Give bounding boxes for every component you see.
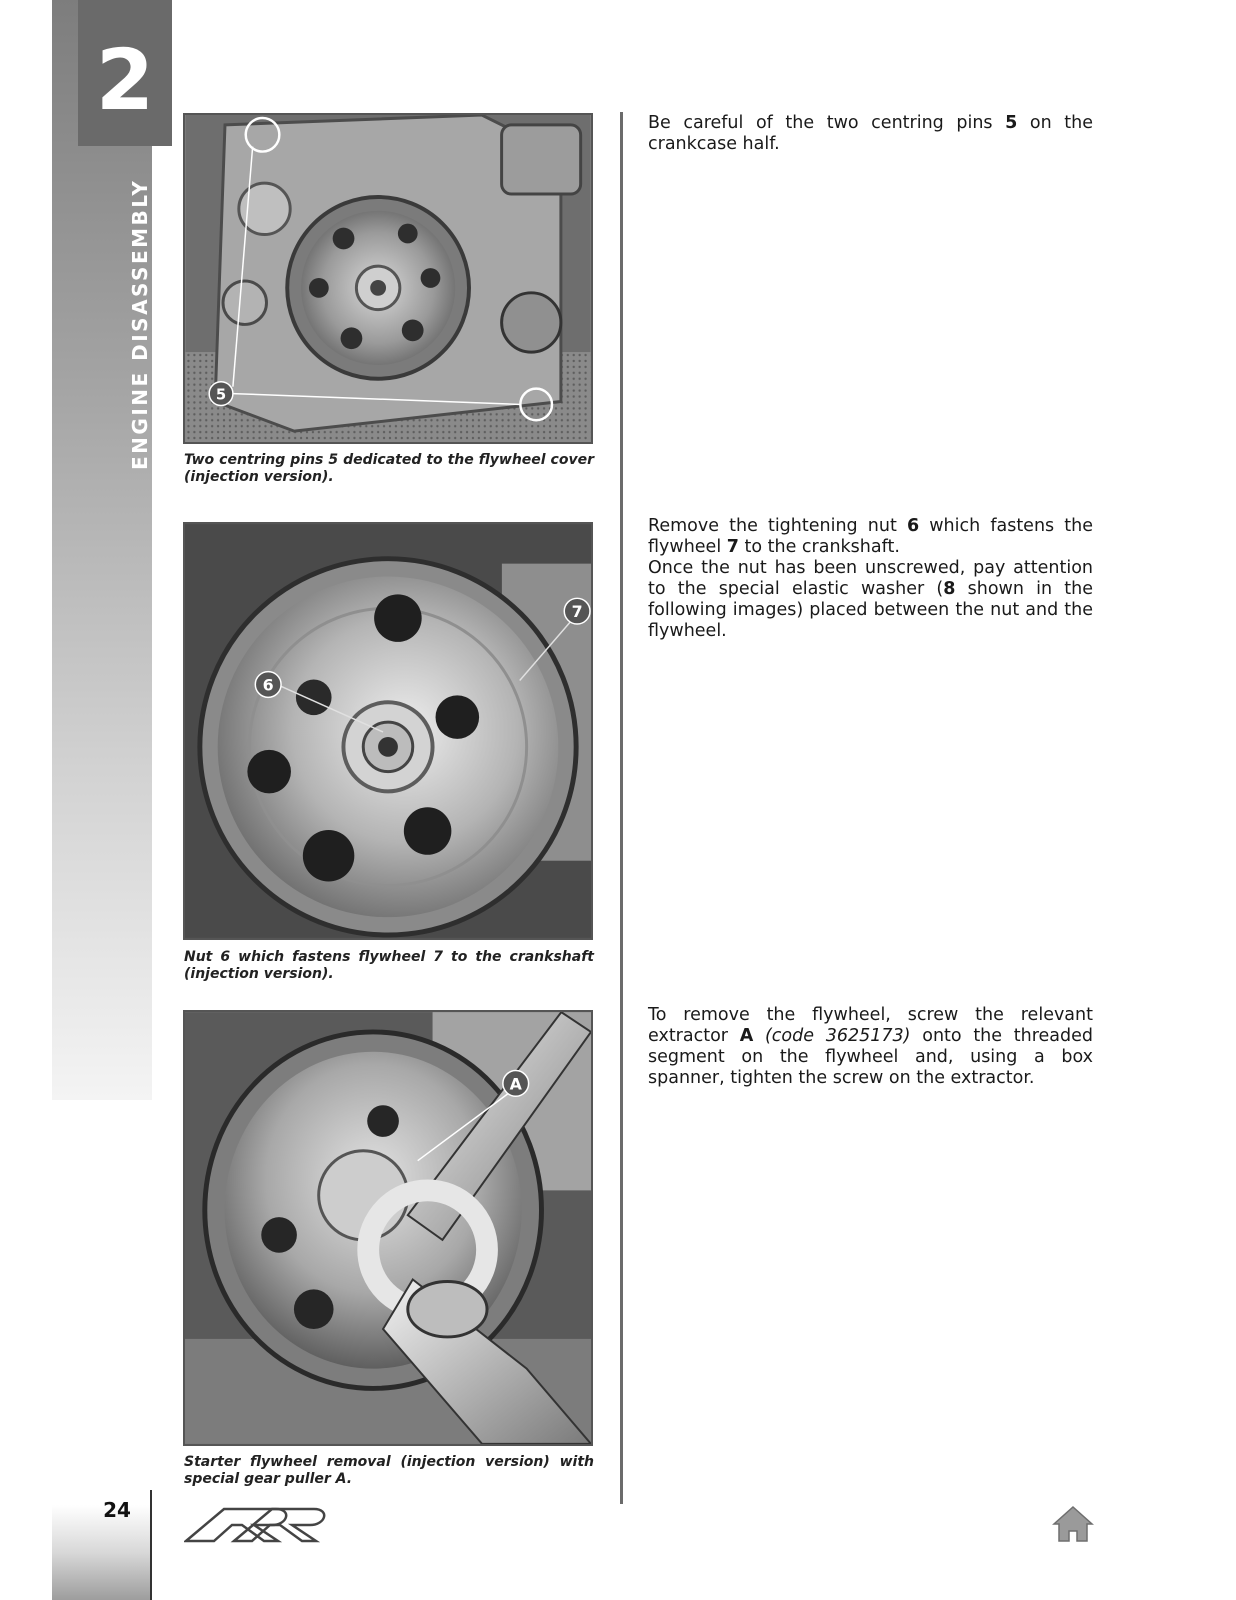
figure-1-caption: Two centring pins 5 dedicated to the flywheel cover (injection version). [184, 452, 594, 485]
figure-1-photo [183, 113, 593, 444]
step-3-paragraph: To remove the flywheel, screw the relevant extractor A (code 3625173) onto the threaded segment on the flywheel and, using a box spanner, tighten the screw on the extractor. [648, 1005, 1094, 1088]
step-2-paragraph-2: Once the nut has been unscrewed, pay attention to the special elastic washer (8 shown in the following images) placed between the nut and the flywheel. [648, 558, 1094, 641]
chapter-side-band [52, 0, 152, 1100]
chapter-title: ENGINE DISASSEMBLY [128, 178, 152, 470]
chapter-number: 2 [95, 31, 155, 129]
callout-7: 7 [571, 602, 583, 622]
figure-3-caption: Starter flywheel removal (injection version) with special gear puller A. [184, 1454, 594, 1487]
footer-rule [150, 1490, 152, 1600]
step-2-text [648, 516, 1093, 642]
figure-2-caption: Nut 6 which fastens flywheel 7 to the crankshaft (injection version). [184, 949, 594, 982]
figure-3-photo [183, 1010, 593, 1446]
step-1-paragraph: Be careful of the two centring pins 5 on the crankcase half. [648, 113, 1093, 154]
rr-logo [184, 1505, 330, 1545]
callout-5: 5 [215, 386, 227, 404]
callout-6: 6 [262, 675, 274, 695]
step-1-text [648, 113, 1093, 155]
step-2-paragraph-1: Remove the tightening nut 6 which fastens the flywheel 7 to the crankshaft. [648, 516, 1093, 557]
figure-2-photo [183, 522, 593, 940]
page-number: 24 [103, 1498, 131, 1522]
step-3-text [648, 1005, 1093, 1089]
callout-A: A [509, 1074, 522, 1094]
home-icon[interactable] [1052, 1505, 1094, 1543]
column-divider [620, 112, 623, 1504]
